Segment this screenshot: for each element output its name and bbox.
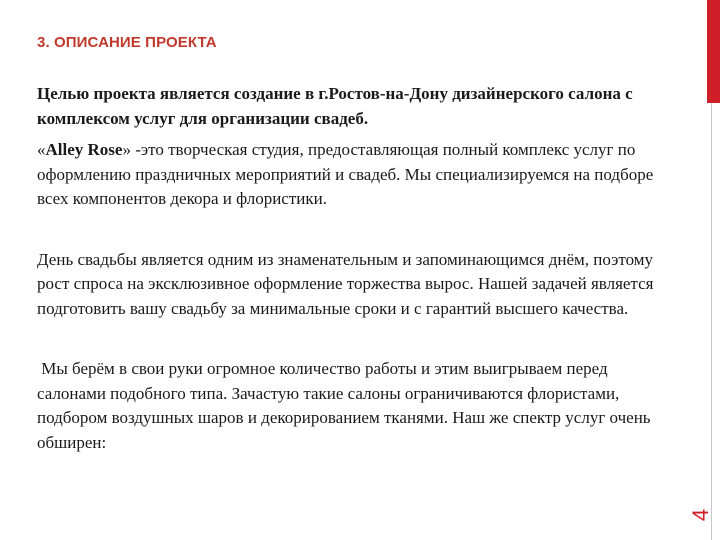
services-paragraph: Мы берём в свои руки огромное количество работы и этим выигрываем перед салонами подобного типа. Зачастую такие салоны ограничиваются флористами, подбором воздушных шаров и декорированием тканями. Наш же спектр услуг очень обширен: bbox=[37, 359, 651, 452]
slide-body bbox=[37, 82, 677, 455]
close-quote: » bbox=[122, 140, 131, 159]
wedding-day-paragraph: День свадьбы является одним из знаменательным и запоминающимся днём, поэтому рост спроса на эксклюзивное оформление торжества вырос. Нашей задачей является подготовить вашу свадьбу за минимальные сроки и с гарантий высшего качества. bbox=[37, 249, 654, 318]
page-number: 4 bbox=[688, 508, 713, 522]
studio-intro bbox=[37, 138, 677, 212]
project-goal: Целью проекта является создание в г.Ростов-на-Дону дизайнерского салона с комплексом услуг для организации свадеб. bbox=[37, 84, 633, 128]
vertical-divider bbox=[711, 103, 712, 540]
open-quote: « bbox=[37, 140, 46, 159]
brand-name: Alley Rose bbox=[45, 140, 123, 159]
studio-intro-text: -это творческая студия, предоставляющая полный комплекс услуг по оформлению праздничных мероприятий и свадеб. Мы специализируемся на подборе всех компонентов декора и флористики. bbox=[37, 140, 654, 208]
section-heading: 3. ОПИСАНИЕ ПРОЕКТА bbox=[37, 34, 217, 51]
accent-bar bbox=[707, 0, 720, 103]
